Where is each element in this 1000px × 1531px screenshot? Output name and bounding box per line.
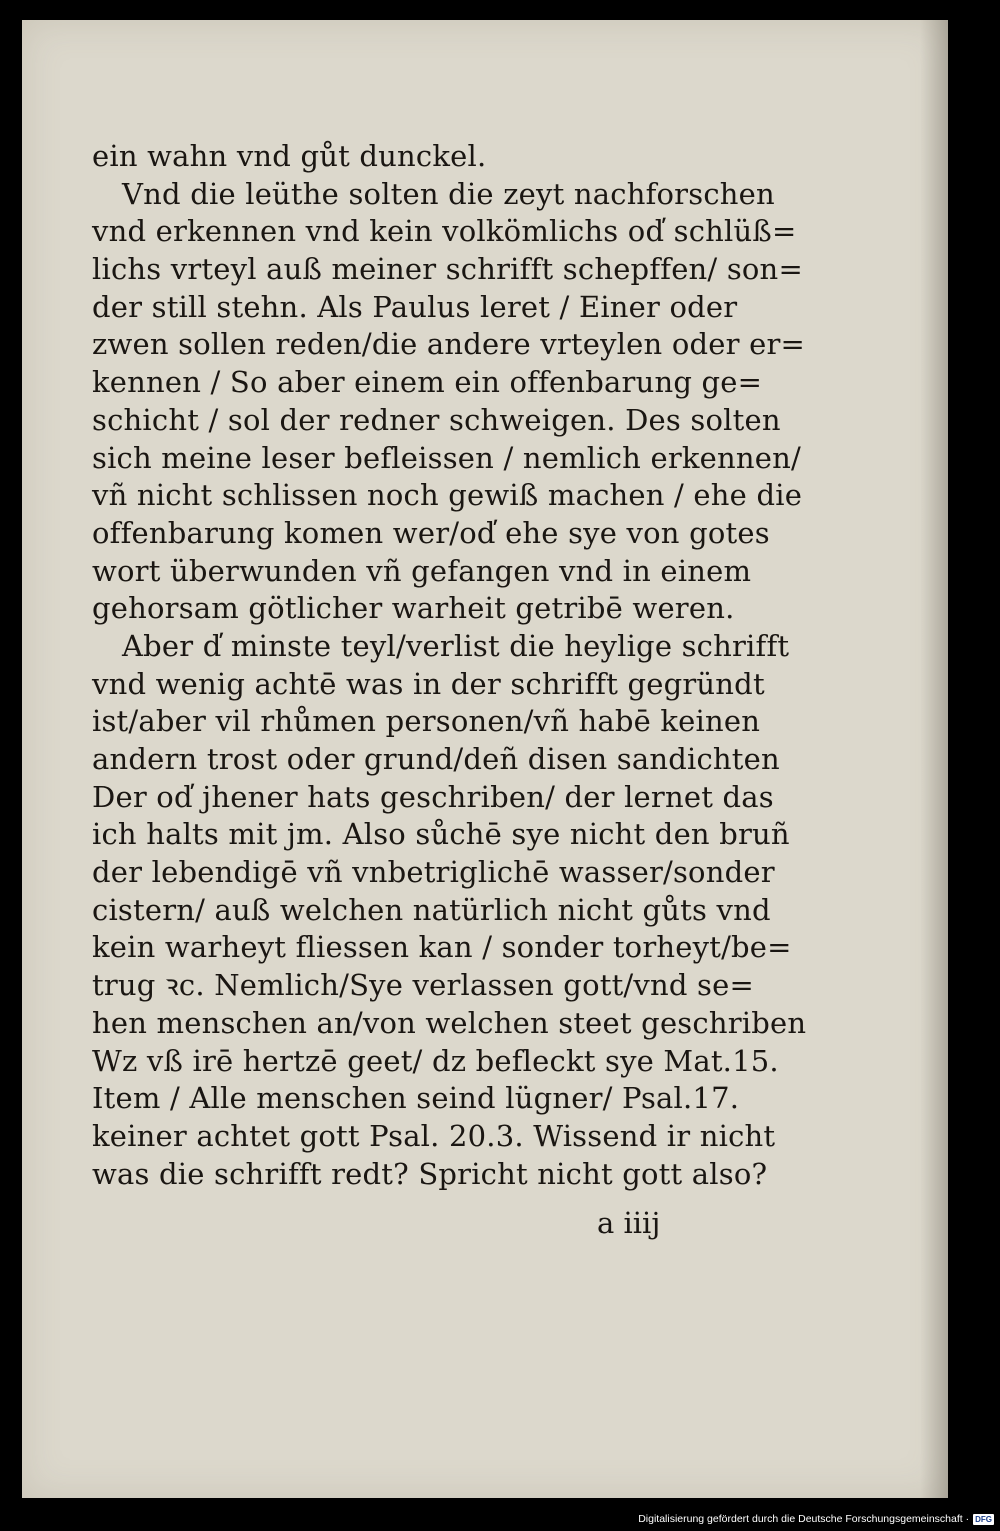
- text-line: gehorsam götlicher warheit getribē weren.: [92, 591, 735, 626]
- text-line: keiner achtet gott Psal. 20.3. Wissend ir nicht: [92, 1118, 776, 1153]
- text-line: vnd wenig achtē was in der schrifft gegründt: [92, 666, 765, 701]
- text-line: trug ꝛc. Nemlich/Sye verlassen gott/vnd se=: [92, 968, 754, 1003]
- text-line: hen menschen an/von welchen steet geschriben: [92, 1005, 807, 1040]
- text-line: Wz vß irē hertzē geet/ dz befleckt sye Mat.15.: [92, 1043, 779, 1078]
- text-line: ich halts mit jm. Also sůchē sye nicht den bruñ: [92, 817, 790, 852]
- dfg-logo-icon: DFG: [975, 1514, 992, 1524]
- text-line: Vnd die leüthe solten die zeyt nachforschen: [122, 176, 775, 211]
- text-line: andern trost oder grund/deñ disen sandichten: [92, 742, 780, 776]
- text-line: der still stehn. Als Paulus leret / Einer oder: [92, 289, 738, 324]
- signature-mark: a iiij: [597, 1206, 661, 1240]
- text-line: zwen sollen reden/die andere vrteylen oder er=: [92, 327, 806, 362]
- text-line: vñ nicht schlissen noch gewiß machen / ehe die: [92, 478, 803, 513]
- text-line: wort überwunden vñ gefangen vnd in einem: [92, 553, 752, 588]
- text-line: was die schrifft redt? Spricht nicht gott also?: [92, 1156, 768, 1191]
- book-page: [22, 20, 948, 1498]
- text-line: ein wahn vnd gůt dunckel.: [92, 139, 487, 173]
- text-line: cistern/ auß welchen natürlich nicht gůts vnd: [92, 892, 771, 927]
- text-line: schicht / sol der redner schweigen. Des solten: [92, 402, 781, 437]
- text-line: Aber d̕ minste teyl/verlist die heylige schrifft: [122, 628, 790, 663]
- text-line: vnd erkennen vnd kein volkömlichs od̕ schlüß=: [92, 214, 797, 249]
- text-line: Item / Alle menschen seind lügner/ Psal.17.: [92, 1081, 740, 1116]
- funding-credit: [638, 1513, 994, 1525]
- credit-text: Digitalisierung gefördert durch die Deutsche Forschungsgemeinschaft ·: [638, 1513, 970, 1525]
- text-line: lichs vrteyl auß meiner schrifft schepffen/ son=: [92, 252, 803, 287]
- text-line: sich meine leser befleissen / nemlich erkennen/: [92, 440, 801, 475]
- footer-bar: [0, 1501, 1000, 1531]
- text-line: kein warheyt fliessen kan / sonder torheyt/be=: [92, 930, 792, 965]
- text-line: Der od̕ jhener hats geschriben/ der lernet das: [92, 779, 774, 814]
- text-line: der lebendigē vñ vnbetriglichē wasser/sonder: [92, 855, 775, 890]
- text-line: ist/aber vil rhůmen personen/vñ habē keinen: [92, 704, 761, 739]
- text-block: [92, 138, 807, 1193]
- text-line: kennen / So aber einem ein offenbarung ge=: [92, 365, 763, 400]
- text-line: offenbarung komen wer/od̕ ehe sye von gotes: [92, 515, 770, 550]
